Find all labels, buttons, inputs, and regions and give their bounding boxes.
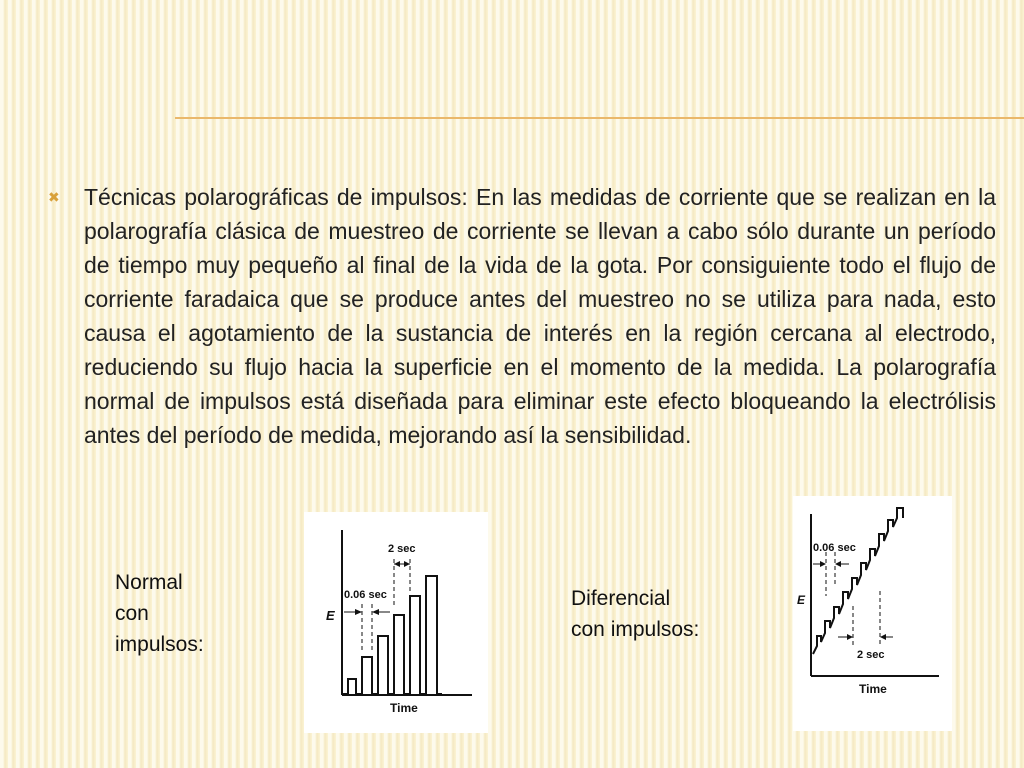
- x-axis-label: Time: [390, 701, 418, 715]
- annot-period: 2 sec: [857, 649, 885, 661]
- x-axis-label: Time: [859, 682, 887, 696]
- annot-width: 0.06 sec: [344, 589, 387, 601]
- label-diff-line2: con impulsos:: [571, 618, 700, 641]
- normal-pulse-figure: [304, 512, 488, 733]
- cross-bullet-icon: ✖: [48, 189, 60, 205]
- differential-pulse-figure: [793, 496, 952, 731]
- label-diff-line1: Diferencial: [571, 587, 671, 610]
- label-normal-line2: con: [115, 602, 149, 625]
- bullet-paragraph: [84, 180, 996, 452]
- title-divider: [175, 117, 1024, 119]
- annot-width: 0.06 sec: [813, 542, 856, 554]
- bullet-body: En las medidas de corriente que se realizan en la polarografía clásica de muestreo de corriente se llevan a cabo sólo durante un período de tiempo muy pequeño al final de la vida de la gota. Por consiguiente todo el flujo de corriente faradaica que se produce antes del muestreo no se utiliza para nada, esto causa el agotamiento de la sustancia de interés en la región cercana al electrodo, reduciendo su flujo hacia la superficie en el momento de la medida. La polarografía normal de impulsos está diseñada para eliminar este efecto bloqueando la electrólisis antes del período de medida, mejorando así la sensibilidad.: [84, 184, 996, 448]
- y-axis-label: E: [797, 593, 806, 607]
- y-axis-label: E: [326, 608, 335, 623]
- bullet-item: [48, 180, 996, 452]
- annot-period: 2 sec: [388, 543, 416, 555]
- normal-pulse-diagram: [304, 512, 488, 733]
- bullet-heading: Técnicas polarográficas de impulsos:: [84, 184, 468, 210]
- label-normal-line1: Normal: [115, 571, 183, 594]
- differential-pulse-diagram: [793, 496, 952, 731]
- label-differential-pulse: [571, 583, 751, 645]
- label-normal-line3: impulsos:: [115, 633, 204, 656]
- label-normal-pulse: [115, 567, 235, 660]
